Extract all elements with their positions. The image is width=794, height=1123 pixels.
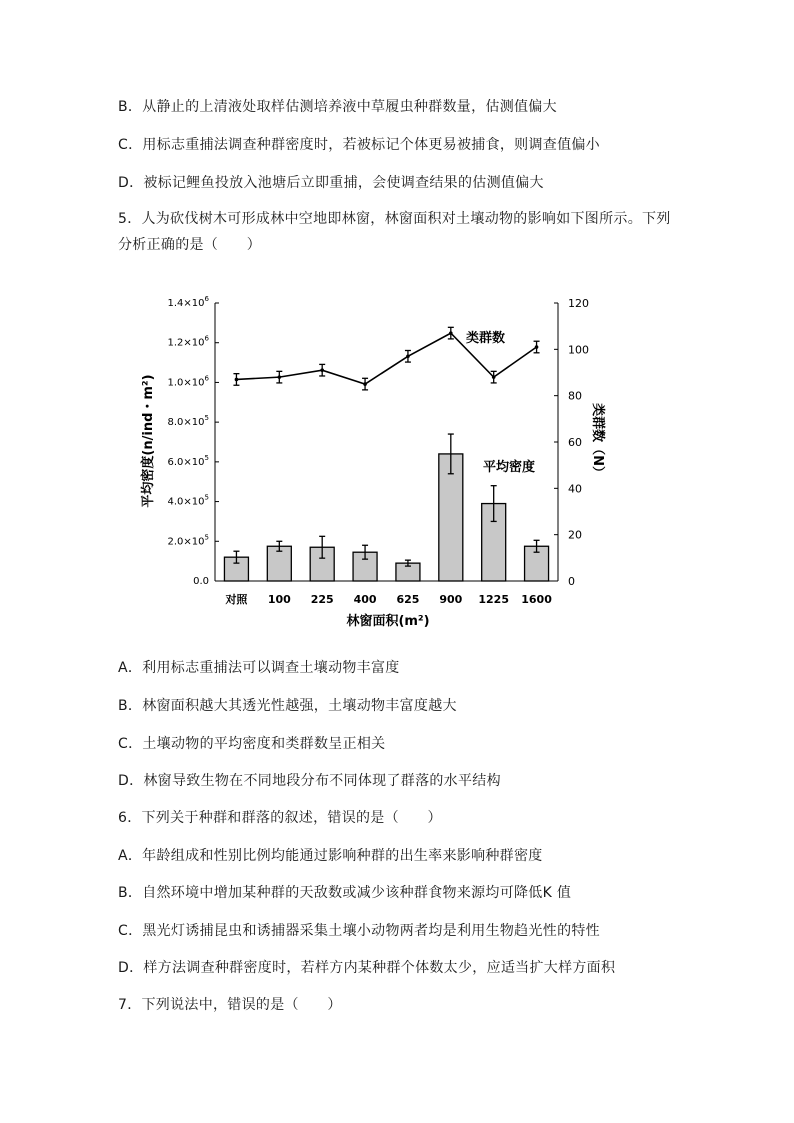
x-tick-label: 625 xyxy=(396,593,420,606)
q4-option-b: B．从静止的上清液处取样估测培养液中草履虫种群数量，估测值偏大 xyxy=(118,99,557,115)
line-point xyxy=(406,354,410,358)
y2-tick-label: 40 xyxy=(568,482,582,496)
line-point xyxy=(320,368,324,372)
line-point xyxy=(278,375,282,379)
q5-option-a: A．利用标志重捕法可以调查土壤动物丰富度 xyxy=(118,660,400,676)
x-tick-label: 对照 xyxy=(225,593,248,606)
line-point xyxy=(235,378,239,382)
y-tick-label: $1.4\times 10^6$ xyxy=(167,295,209,309)
q6-stem: 6．下列关于种群和群落的叙述，错误的是（ ） xyxy=(118,810,442,826)
y2-tick-label: 0 xyxy=(568,575,575,588)
y2-tick-label: 60 xyxy=(568,436,582,449)
y-tick-label: $4.0\times 10^5$ xyxy=(167,493,209,508)
q6-option-b: B．自然环境中增加某种群的天敌数或减少该种群食物来源均可降低K 值 xyxy=(118,885,572,901)
chart-forest-gap xyxy=(130,288,610,633)
line-point xyxy=(535,345,539,349)
q5-stem: 5．人为砍伐树木可形成林中空地即林窗，林窗面积对土壤动物的影响如下图所示。下列分析正确的是（ ） xyxy=(118,211,671,253)
y-tick-label: $2.0\times 10^5$ xyxy=(167,533,209,548)
y2-tick-label: 80 xyxy=(568,389,582,403)
y2-axis-label: 类群数（N） xyxy=(590,403,605,479)
y-tick-label: $1.0\times 10^6$ xyxy=(167,374,209,389)
x-tick-label: 1225 xyxy=(478,593,509,606)
q7-stem: 7．下列说法中，错误的是（ ） xyxy=(118,997,342,1013)
x-tick-label: 1600 xyxy=(521,593,552,606)
y-tick-label: $1.2\times 10^6$ xyxy=(167,334,209,349)
q5-option-d: D．林窗导致生物在不同地段分布不同体现了群落的水平结构 xyxy=(118,773,501,789)
q6-option-c: C．黑光灯诱捕昆虫和诱捕器采集土壤小动物两者均是利用生物趋光性的特性 xyxy=(118,923,600,939)
x-axis-label: 林窗面积(m²) xyxy=(346,614,430,629)
line-point xyxy=(449,331,453,335)
legend-line-series: 类群数 xyxy=(466,331,506,346)
y2-tick-label: 100 xyxy=(568,343,589,357)
q4-option-d: D．被标记鲤鱼投放入池塘后立即重捕，会使调查结果的估测值偏大 xyxy=(118,175,544,191)
x-tick-label: 225 xyxy=(310,593,334,606)
x-tick-label: 900 xyxy=(439,593,463,606)
y2-tick-label: 120 xyxy=(568,297,589,310)
y-tick-label: 0.0 xyxy=(193,576,209,587)
x-tick-label: 400 xyxy=(353,593,377,606)
q5-option-b: B．林窗面积越大其透光性越强，土壤动物丰富度越大 xyxy=(118,698,457,714)
y-tick-label: $8.0\times 10^5$ xyxy=(167,414,209,429)
line-point xyxy=(363,382,367,386)
y-axis-label: 平均密度(n/ind・m²) xyxy=(141,374,156,508)
y-tick-label: $6.0\times 10^5$ xyxy=(167,453,209,468)
q6-option-a: A．年龄组成和性别比例均能通过影响种群的出生率来影响种群密度 xyxy=(118,848,543,864)
y2-tick-label: 20 xyxy=(568,528,582,542)
line-point xyxy=(492,375,496,379)
legend-bar-series: 平均密度 xyxy=(483,460,536,475)
q6-option-d: D．样方法调查种群密度时，若样方内某种群个体数太少，应适当扩大样方面积 xyxy=(118,960,616,976)
q4-option-c: C．用标志重捕法调查种群密度时，若被标记个体更易被捕食，则调查值偏小 xyxy=(118,137,600,153)
q5-option-c: C．土壤动物的平均密度和类群数呈正相关 xyxy=(118,736,386,752)
x-tick-label: 100 xyxy=(267,593,291,606)
bar-series xyxy=(224,434,548,581)
